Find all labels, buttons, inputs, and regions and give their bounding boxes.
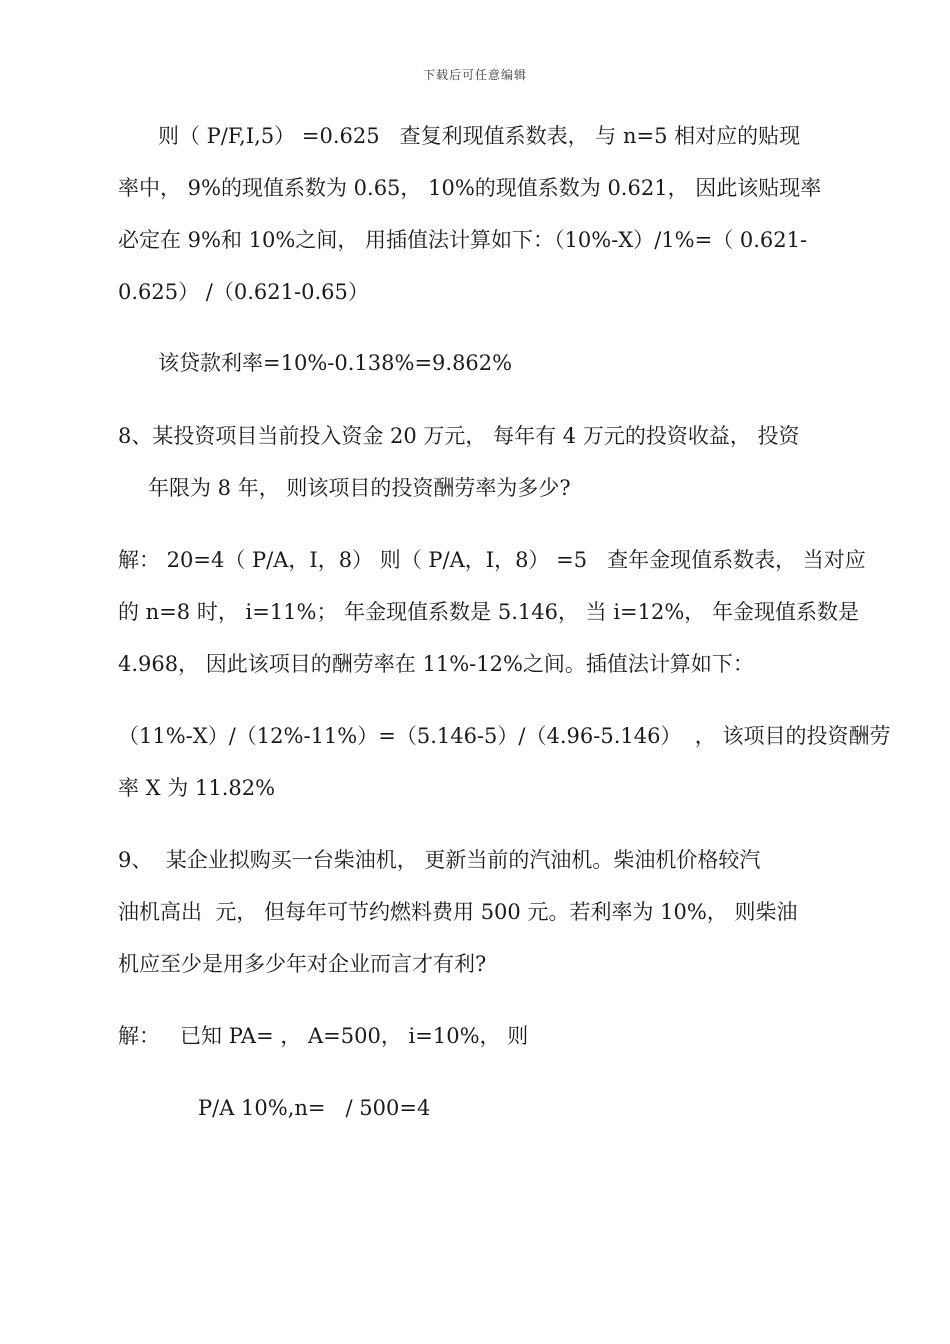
text-line: 则（ P/F,I,5） =0.625 查复利现值系数表， 与 n=5 相对应的贴现 (158, 124, 801, 148)
text-line: 油机高出 元， 但每年可节约燃料费用 500 元。若利率为 10%， 则柴油 (118, 900, 798, 924)
text-line: 率中， 9%的现值系数为 0.65， 10%的现值系数为 0.621， 因此该贴现率 (118, 176, 822, 200)
text-line: 的 n=8 时， i=11%； 年金现值系数是 5.146， 当 i=12%， 年金现值系数是 (118, 600, 859, 624)
text-line: （11%-X）/（12%-11%）=（5.146-5）/（4.96-5.146） ， 该项目的投资酬劳 (118, 724, 891, 748)
text-line: 0.625） /（0.621-0.65） (118, 280, 369, 304)
formula-line: P/A 10%,n= / 500=4 (198, 1096, 431, 1120)
answer-9-line: 解： 已知 PA= ， A=500， i=10%， 则 (118, 1024, 529, 1048)
text-line: 年限为 8 年， 则该项目的投资酬劳率为多少? (148, 476, 571, 500)
answer-8-line: 解： 20=4（ P/A，I，8） 则（ P/A，I，8） =5 查年金现值系数表， 当对应 (118, 548, 866, 572)
text-line: 必定在 9%和 10%之间， 用插值法计算如下：（10%-X）/1%=（ 0.621- (118, 228, 808, 252)
text-line: 机应至少是用多少年对企业而言才有利? (118, 952, 487, 976)
text-line: 率 X 为 11.82% (118, 776, 276, 800)
text-line: 4.968， 因此该项目的酬劳率在 11%-12%之间。插值法计算如下： (118, 652, 754, 676)
question-9-line: 9、 某企业拟购买一台柴油机， 更新当前的汽油机。柴油机价格较汽 (118, 848, 761, 872)
page-header: 下载后可任意编辑 (422, 68, 527, 82)
question-8-line: 8、某投资项目当前投入资金 20 万元， 每年有 4 万元的投资收益， 投资 (118, 424, 800, 448)
text-line: 该贷款利率=10%-0.138%=9.862% (158, 351, 513, 375)
